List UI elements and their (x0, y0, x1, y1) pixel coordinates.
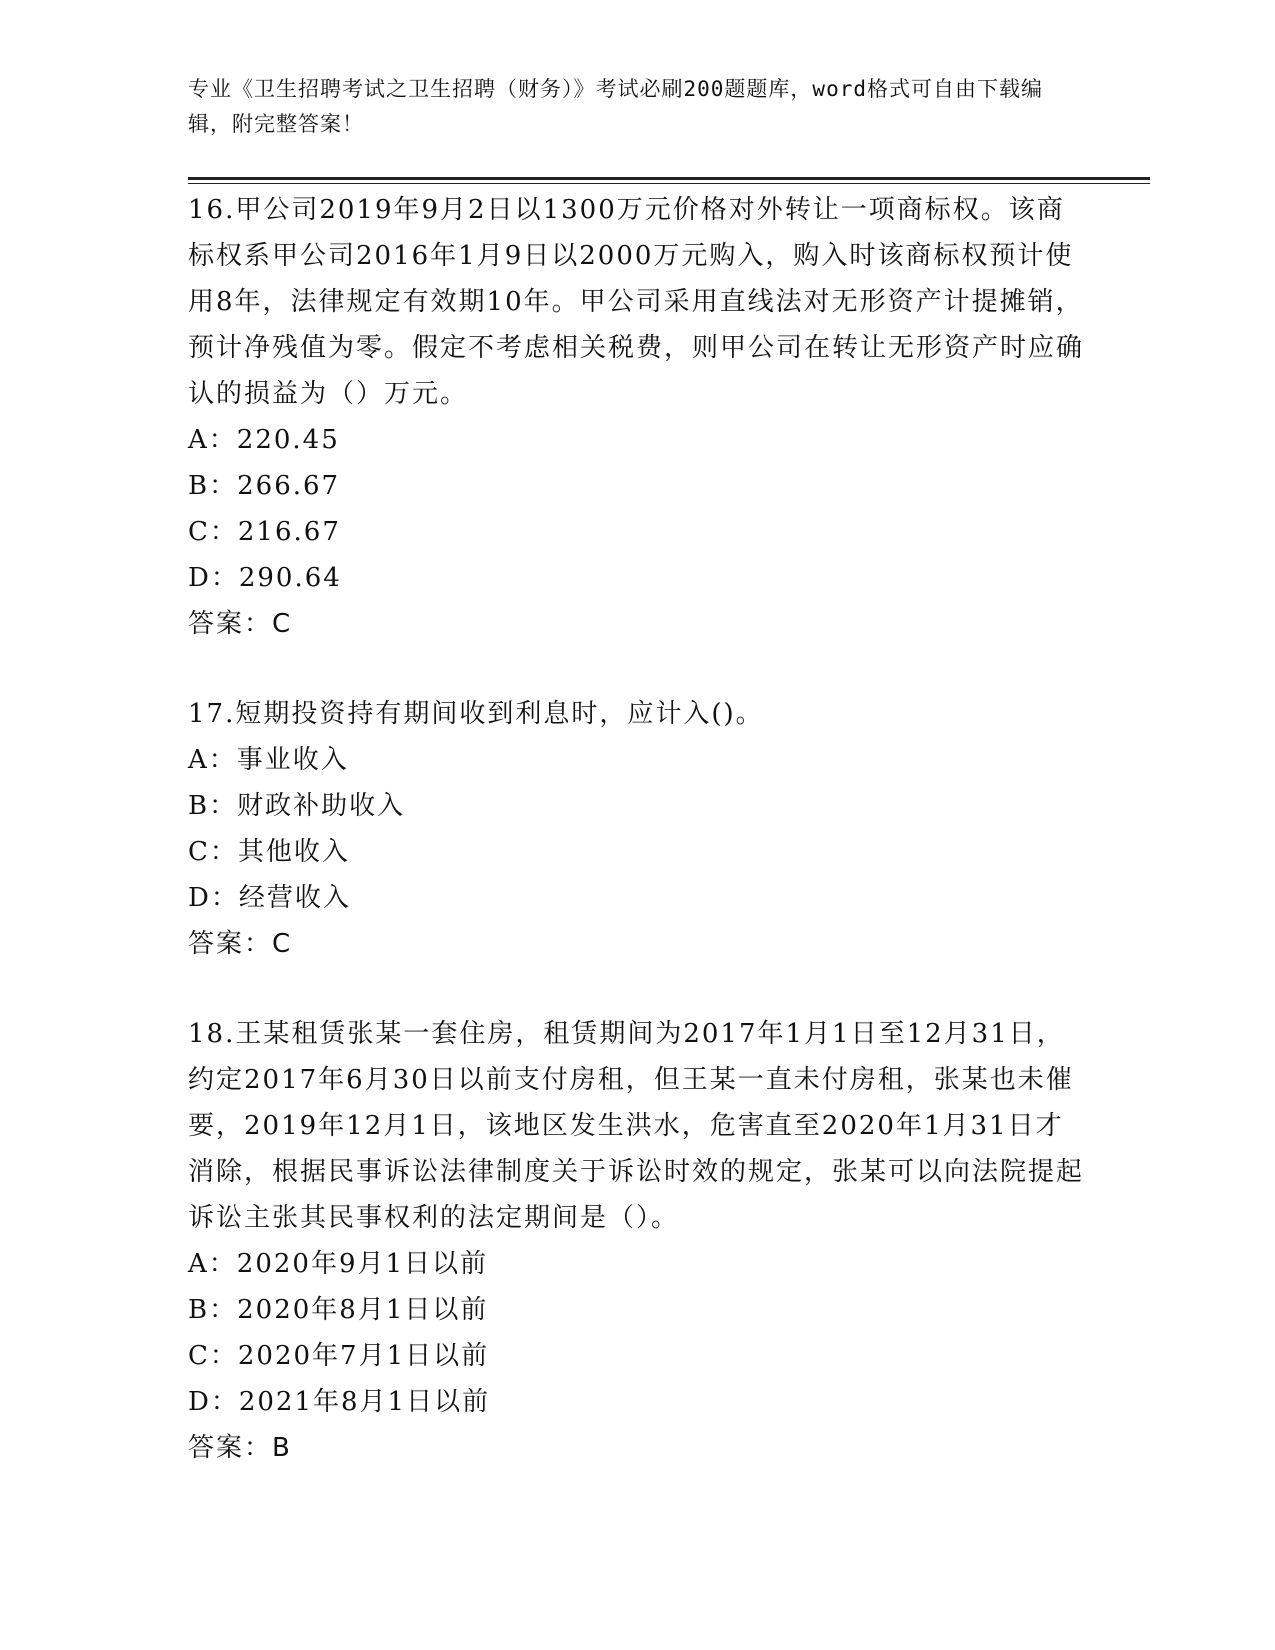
option-list (188, 737, 1088, 921)
question-stem: 16.甲公司2019年9月2日以1300万元价格对外转让一项商标权。该商标权系甲公司2016年1月9日以2000万元购入，购入时该商标权预计使用8年，法律规定有效期10年。甲公司采用直线法对无形资产计提摊销，预计净残值为零。假定不考虑相关税费，则甲公司在转让无形资产时应确认的损益为（）万元。 (188, 195, 1085, 409)
option-c: C：其他收入 (188, 837, 350, 867)
answer-line: 答案：B (188, 1433, 292, 1463)
option-d: D：2021年8月1日以前 (188, 1387, 491, 1417)
answer-line: 答案：C (188, 609, 293, 639)
answer-line: 答案：C (188, 929, 293, 959)
header-rule-thin (188, 183, 1150, 184)
option-a: A：220.45 (188, 425, 340, 455)
option-a: A：2020年9月1日以前 (188, 1249, 489, 1279)
question-16 (188, 187, 1088, 647)
document-header: 专业《卫生招聘考试之卫生招聘（财务）》考试必刷200题题库，word格式可自由下载编辑，附完整答案！ (188, 77, 1043, 136)
question-17 (188, 691, 1088, 967)
option-a: A：事业收入 (188, 745, 349, 775)
question-list (188, 187, 1088, 1515)
option-b: B：266.67 (188, 471, 341, 501)
question-18 (188, 1011, 1088, 1471)
option-c: C：216.67 (188, 517, 341, 547)
option-d: D：经营收入 (188, 883, 351, 913)
header-rule-thick (188, 177, 1150, 180)
option-b: B：2020年8月1日以前 (188, 1295, 489, 1325)
option-c: C：2020年7月1日以前 (188, 1341, 490, 1371)
option-d: D：290.64 (188, 563, 342, 593)
option-b: B：财政补助收入 (188, 791, 406, 821)
option-list (188, 1241, 1088, 1425)
question-stem: 18.王某租赁张某一套住房，租赁期间为2017年1月1日至12月31日，约定2017年6月30日以前支付房租，但王某一直未付房租，张某也未催要，2019年12月1日，该地区发生洪水，危害直至2020年1月31日才消除，根据民事诉讼法律制度关于诉讼时效的规定，张某可以向法院提起诉讼主张其民事权利的法定期间是（）。 (188, 1019, 1085, 1233)
question-stem: 17.短期投资持有期间收到利息时，应计入()。 (188, 699, 764, 729)
option-list (188, 417, 1088, 601)
